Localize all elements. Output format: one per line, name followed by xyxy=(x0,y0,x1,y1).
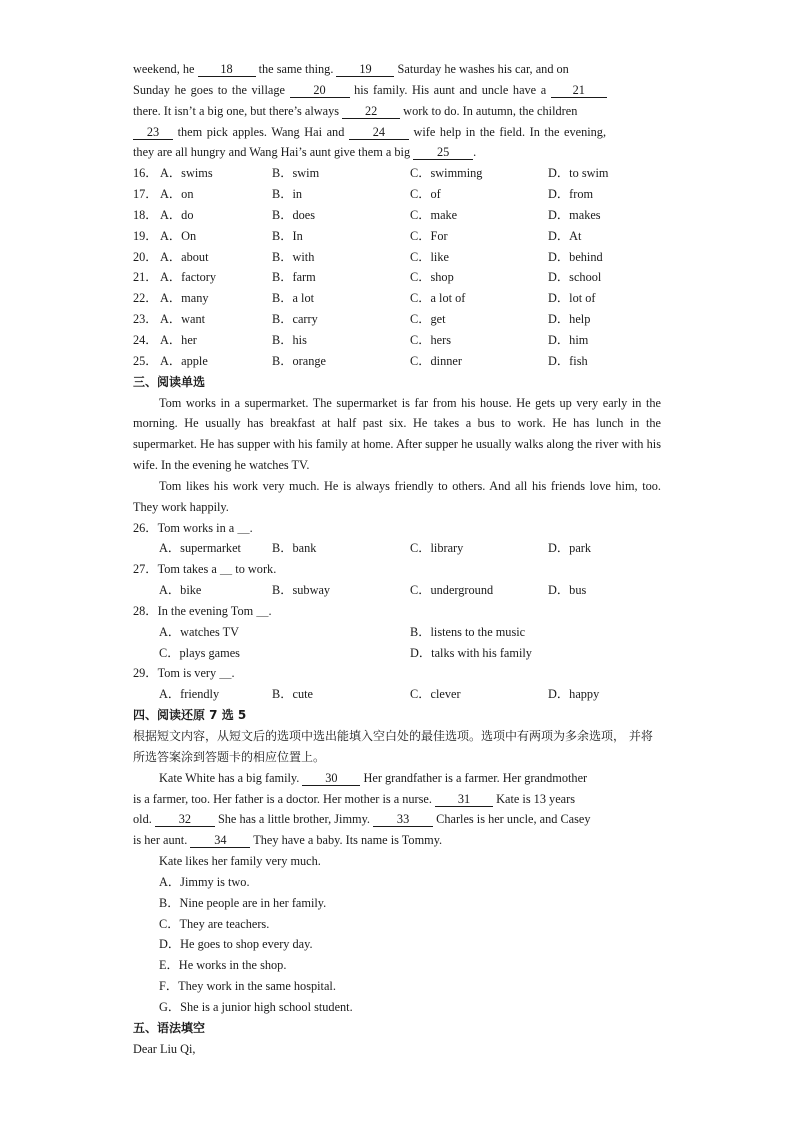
text: Saturday he washes his car, and on xyxy=(394,62,569,76)
option-27-c[interactable]: C．underground xyxy=(410,583,494,598)
text: work to do. In autumn, the children xyxy=(400,103,578,118)
blank-18: 18 xyxy=(198,62,256,77)
worksheet-page xyxy=(133,59,661,1060)
seven-five-line-4 xyxy=(133,830,661,851)
question-number: 22． xyxy=(133,291,158,306)
option-b[interactable]: B．carry xyxy=(272,312,318,327)
reading-paragraph-1: Tom works in a supermarket. The supermarket is far from his house. He gets up very early in the morning. He usually has breakfast at half past six. He takes a bus to work. He has lunch in the supermarket. He has supper with his family at home. After supper he usually walks along the river with his wife. In the evening he watches TV. xyxy=(133,395,661,473)
blank-31: 31 xyxy=(435,792,493,807)
text: Kate is 13 years xyxy=(493,791,576,806)
seven-five-line-1 xyxy=(133,768,661,789)
option-c[interactable]: C．For xyxy=(410,228,448,243)
option-b[interactable]: B．farm xyxy=(272,270,316,285)
question-29-stem: 29．Tom is very ＿. xyxy=(133,666,235,681)
question-28-options-row2 xyxy=(133,643,661,664)
option-b[interactable]: B．swim xyxy=(272,166,320,181)
question-26-stem: 26．Tom works in a ＿. xyxy=(133,520,253,535)
blank-22: 22 xyxy=(342,104,400,119)
question-26-options xyxy=(133,538,661,559)
option-c[interactable]: C．make xyxy=(410,207,458,222)
option-27-d[interactable]: D．bus xyxy=(548,583,587,598)
cloze-question-row xyxy=(133,288,661,309)
question-number: 23． xyxy=(133,312,158,327)
cloze-question-row xyxy=(133,309,661,330)
option-a[interactable]: A．want xyxy=(160,312,206,327)
cloze-question-row xyxy=(133,267,661,288)
question-27-stem: 27．Tom takes a ＿ to work. xyxy=(133,562,277,577)
question-number: 18． xyxy=(133,207,158,222)
option-c[interactable]: C．like xyxy=(410,249,449,264)
cloze-line-5 xyxy=(133,142,661,163)
seven-five-line-5: Kate likes her family very much. xyxy=(159,854,321,869)
seven-five-option-list xyxy=(133,872,661,1018)
text: old. xyxy=(133,812,155,827)
option-b[interactable]: B．in xyxy=(272,187,303,202)
question-number: 17． xyxy=(133,187,158,202)
option-28-b[interactable]: B．listens to the music xyxy=(410,624,526,639)
option-29-d[interactable]: D．happy xyxy=(548,687,600,702)
text: the same thing. xyxy=(255,62,337,76)
seven-five-line-2 xyxy=(133,789,661,810)
question-number: 16． xyxy=(133,166,158,181)
option-b[interactable]: B．a lot xyxy=(272,291,315,306)
option-28-c[interactable]: C．plays games xyxy=(159,645,240,660)
cloze-line-4 xyxy=(133,122,661,143)
option-d[interactable]: D．school xyxy=(548,270,602,285)
blank-34: 34 xyxy=(190,833,250,848)
seven-five-option[interactable]: E．He works in the shop. xyxy=(159,958,287,973)
cloze-question-row xyxy=(133,226,661,247)
cloze-line-3 xyxy=(133,101,661,122)
blank-25: 25 xyxy=(413,145,473,160)
text: They have a baby. Its name is Tommy. xyxy=(250,833,443,848)
option-b[interactable]: B．his xyxy=(272,332,307,347)
blank-30: 30 xyxy=(302,771,360,786)
option-a[interactable]: A．on xyxy=(160,187,194,202)
option-c[interactable]: C．of xyxy=(410,187,441,202)
cloze-question-row xyxy=(133,330,661,351)
option-28-a[interactable]: A．watches TV xyxy=(159,624,240,639)
question-29-options xyxy=(133,684,661,705)
blank-33: 33 xyxy=(373,812,433,827)
question-27-options xyxy=(133,580,661,601)
text: She has a little brother, Jimmy. xyxy=(214,812,374,827)
seven-five-option[interactable]: A．Jimmy is two. xyxy=(159,874,250,889)
option-26-c[interactable]: C．library xyxy=(410,541,464,556)
text: them pick apples. Wang Hai and xyxy=(173,124,349,139)
option-d[interactable]: D．him xyxy=(548,332,589,347)
option-29-c[interactable]: C．clever xyxy=(410,687,461,702)
text: his family. His aunt and uncle have a xyxy=(349,82,551,97)
question-number: 19． xyxy=(133,228,158,243)
text: weekend, he xyxy=(133,62,198,76)
option-d[interactable]: D．help xyxy=(548,312,591,327)
option-b[interactable]: B．does xyxy=(272,207,316,222)
option-c[interactable]: C．get xyxy=(410,312,446,327)
question-28-stem: 28．In the evening Tom ＿. xyxy=(133,603,272,618)
seven-five-line-3 xyxy=(133,809,661,830)
text: they are all hungry and Wang Hai’s aunt give them a big xyxy=(133,145,414,160)
option-d[interactable]: D．from xyxy=(548,187,594,202)
option-a[interactable]: A．On xyxy=(160,228,197,243)
question-number: 20． xyxy=(133,249,158,264)
option-29-a[interactable]: A．friendly xyxy=(159,687,220,702)
option-28-d[interactable]: D．talks with his family xyxy=(410,645,532,660)
text: wife help in the field. In the evening, xyxy=(408,124,607,139)
question-number: 24． xyxy=(133,332,158,347)
option-d[interactable]: D．to swim xyxy=(548,166,609,181)
option-a[interactable]: A．factory xyxy=(160,270,216,285)
blank-32: 32 xyxy=(155,812,215,827)
option-c[interactable]: C．a lot of xyxy=(410,291,466,306)
option-c[interactable]: C．hers xyxy=(410,332,451,347)
cloze-question-row xyxy=(133,351,661,372)
seven-five-option[interactable]: C．They are teachers. xyxy=(159,916,270,931)
section-4-title: 四、阅读还原 7 选 5 xyxy=(133,708,247,723)
option-26-d[interactable]: D．park xyxy=(548,541,592,556)
text: Sunday he goes to the village xyxy=(133,82,290,97)
option-b[interactable]: B．orange xyxy=(272,353,326,368)
blank-23: 23 xyxy=(133,125,173,140)
cloze-question-row xyxy=(133,184,661,205)
option-27-b[interactable]: B．subway xyxy=(272,583,331,598)
letter-greeting: Dear Liu Qi, xyxy=(133,1041,196,1056)
option-26-a[interactable]: A．supermarket xyxy=(159,541,241,556)
option-a[interactable]: A．her xyxy=(160,332,197,347)
option-c[interactable]: C．swimming xyxy=(410,166,483,181)
seven-five-option[interactable]: B．Nine people are in her family. xyxy=(159,895,327,910)
question-28-options-row1 xyxy=(133,622,661,643)
text: . xyxy=(473,145,477,160)
option-a[interactable]: A．apple xyxy=(160,353,208,368)
cloze-question-list xyxy=(133,163,661,371)
option-c[interactable]: C．shop xyxy=(410,270,454,285)
option-d[interactable]: D．makes xyxy=(548,207,601,222)
reading-paragraph-2: Tom likes his work very much. He is always friendly to others. And all his friends love him, too. They work happily. xyxy=(133,478,661,514)
cloze-line-2 xyxy=(133,80,661,101)
option-a[interactable]: A．about xyxy=(160,249,209,264)
section-3-title: 三、阅读单选 xyxy=(133,374,206,389)
option-26-b[interactable]: B．bank xyxy=(272,541,317,556)
option-a[interactable]: A．swims xyxy=(160,166,213,181)
text: there. It isn’t a big one, but there’s always xyxy=(133,103,343,118)
option-b[interactable]: B．In xyxy=(272,228,303,243)
blank-19: 19 xyxy=(336,62,394,77)
cloze-line-1 xyxy=(133,59,661,80)
option-b[interactable]: B．with xyxy=(272,249,315,264)
seven-five-option[interactable]: D．He goes to shop every day. xyxy=(159,937,313,952)
cloze-question-row xyxy=(133,247,661,268)
option-a[interactable]: A．many xyxy=(160,291,209,306)
option-a[interactable]: A．do xyxy=(160,207,194,222)
text: Her grandfather is a farmer. Her grandmother xyxy=(360,770,588,785)
option-d[interactable]: D．lot of xyxy=(548,291,596,306)
seven-five-option[interactable]: F．They work in the same hospital. xyxy=(159,979,336,994)
blank-21: 21 xyxy=(551,83,607,98)
section-5-title: 五、语法填空 xyxy=(133,1020,206,1035)
blank-20: 20 xyxy=(290,83,350,98)
seven-five-option[interactable]: G．She is a junior high school student. xyxy=(159,999,353,1014)
text: Kate White has a big family. xyxy=(159,770,303,785)
question-number: 25． xyxy=(133,353,158,368)
option-29-b[interactable]: B．cute xyxy=(272,687,313,702)
question-number: 21． xyxy=(133,270,158,285)
cloze-question-row xyxy=(133,205,661,226)
cloze-question-row xyxy=(133,163,661,184)
text: is her aunt. xyxy=(133,833,191,848)
blank-24: 24 xyxy=(349,125,409,140)
option-c[interactable]: C．dinner xyxy=(410,353,462,368)
option-d[interactable]: D．fish xyxy=(548,353,588,368)
section-4-instruction: 根据短文内容，从短文后的选项中选出能填入空白处的最佳选项。选项中有两项为多余选项， 并将所选答案涂到答题卡的相应位置上。 xyxy=(133,729,653,764)
text: is a farmer, too. Her father is a doctor. Her mother is a nurse. xyxy=(133,791,436,806)
option-d[interactable]: D．At xyxy=(548,228,582,243)
text: Charles is her uncle, and Casey xyxy=(433,812,591,827)
option-27-a[interactable]: A．bike xyxy=(159,583,202,598)
option-d[interactable]: D．behind xyxy=(548,249,603,264)
